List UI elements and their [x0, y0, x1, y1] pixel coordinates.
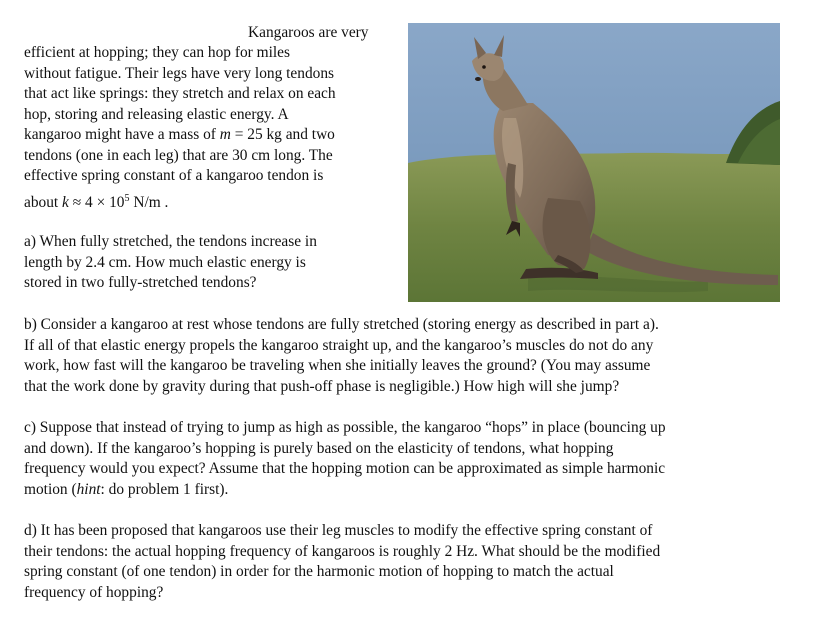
part-b-line-2: If all of that elastic energy propels the kangaroo straight up, and the kangaroo’s muscles do not do any: [24, 336, 654, 354]
part-c-line-4: [24, 480, 794, 501]
k-unit: N/m .: [129, 194, 169, 212]
part-c-line-2: and down). If the kangaroo’s hopping is purely based on the elasticity of tendons, what hopping: [24, 439, 614, 457]
k-approx: ≈ 4 × 10: [68, 194, 125, 212]
part-b: [24, 315, 794, 397]
part-b-line-4: that the work done by gravity during that push-off phase is negligible.) How high will she jump?: [24, 377, 620, 395]
intro-line-3: without fatigue. Their legs have very long tendons: [24, 65, 335, 82]
intro-line-8: effective spring constant of a kangaroo tendon is: [24, 167, 324, 184]
mass-symbol: m: [219, 126, 231, 143]
intro-line-5: hop, storing and releasing elastic energy. A: [24, 106, 289, 123]
part-c: [24, 418, 794, 500]
part-a-line-3: stored in two fully-stretched tendons?: [24, 274, 257, 291]
intro-line-2: efficient at hopping; they can hop for miles: [24, 44, 290, 61]
kangaroo-illustration: [408, 23, 780, 302]
mass-prefix: kangaroo might have a mass of: [24, 126, 220, 143]
intro-line-1: Kangaroos are very: [248, 24, 369, 41]
mass-suffix: = 25 kg and two: [230, 126, 335, 143]
kangaroo-photo: [408, 23, 780, 302]
k-exponent: 5: [124, 193, 130, 204]
k-prefix: about: [24, 194, 63, 212]
hint-rest: : do problem 1 first).: [100, 480, 229, 498]
part-c-line-3: frequency would you expect? Assume that the hopping motion can be approximated as simple harmonic: [24, 460, 666, 478]
part-d: [24, 521, 794, 603]
k-symbol: k: [62, 194, 69, 212]
part-d-line-2: their tendons: the actual hopping frequency of kangaroos is roughly 2 Hz. What should be the modified: [24, 542, 661, 560]
hint-open: motion (: [24, 480, 77, 498]
part-d-line-3: spring constant (of one tendon) in order for the harmonic motion of hopping to match the actual: [24, 563, 614, 581]
spring-constant-line: [24, 189, 168, 214]
part-a-line-1: a) When fully stretched, the tendons increase in: [24, 233, 317, 250]
part-b-line-3: work, how fast will the kangaroo be traveling when she initially leaves the ground? (You may assume: [24, 357, 651, 375]
part-d-line-4: frequency of hopping?: [24, 583, 164, 601]
hint-word: hint: [76, 480, 101, 498]
part-a-line-2: length by 2.4 cm. How much elastic energy is: [24, 254, 306, 271]
intro-line-4: that act like springs: they stretch and relax on each: [24, 85, 336, 102]
intro-line-6: [24, 125, 335, 146]
part-b-line-1: b) Consider a kangaroo at rest whose tendons are fully stretched (storing energy as described in part a).: [24, 316, 659, 333]
part-c-line-1: c) Suppose that instead of trying to jump as high as possible, the kangaroo “hops” in place (bouncing up: [24, 419, 666, 436]
part-d-line-1: d) It has been proposed that kangaroos use their leg muscles to modify the effective spring constant of: [24, 522, 653, 539]
intro-line-7: tendons (one in each leg) that are 30 cm long. The: [24, 147, 333, 164]
